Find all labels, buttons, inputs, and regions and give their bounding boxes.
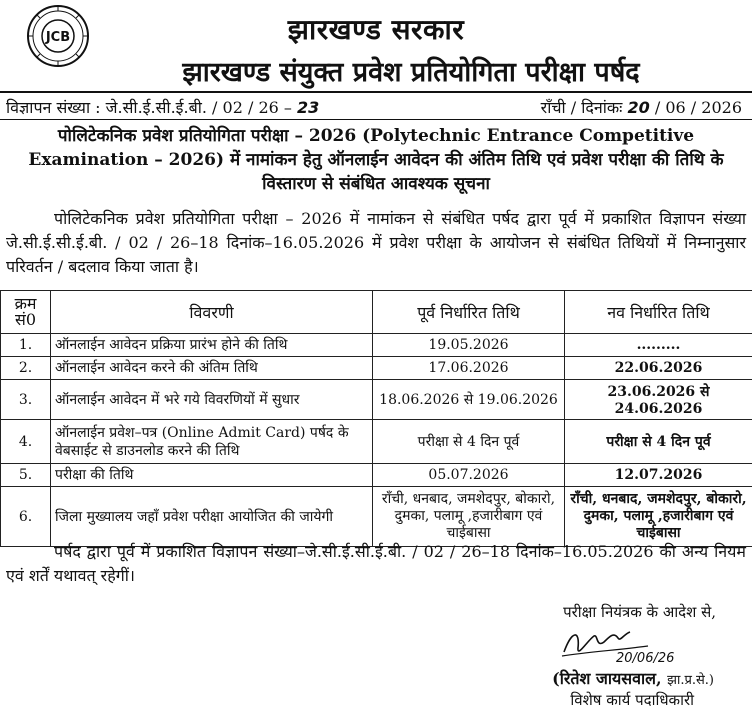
col-serial: क्रम सं0 xyxy=(1,291,51,334)
col-old-date: पूर्व निर्धारित तिथि xyxy=(373,291,565,334)
signature-icon xyxy=(558,622,698,666)
govt-title: झारखण्ड सरकार xyxy=(287,13,465,46)
svg-text:20/06/26: 20/06/26 xyxy=(616,651,675,666)
handwritten-advt-number: 23 xyxy=(296,98,320,117)
reference-divider xyxy=(0,119,752,120)
table-header-row xyxy=(1,291,752,334)
closing-paragraph: पर्षद द्वारा पूर्व में प्रकाशित विज्ञापन संख्या–जे.सी.ई.सी.ई.बी. / 02 / 26–18 दिनांक–16.05.2026 की अन्य नियम एवं शर्तें यथावत् रहेगीं। xyxy=(6,542,746,585)
handwritten-day: 20 xyxy=(627,98,650,117)
schedule-table xyxy=(0,290,752,547)
table-row: 5. परीक्षा की तिथि 05.07.2026 12.07.2026 xyxy=(1,464,752,487)
table-row: 1. ऑनलाईन आवेदन प्रक्रिया प्रारंभ होने की तिथि 19.05.2026 ......... xyxy=(1,334,752,357)
signatory-name: (रितेश जायसवाल, झा.प्र.से.) xyxy=(552,669,714,688)
issue-date: रॉंची / दिनांकः 20 / 06 / 2026 xyxy=(540,98,742,117)
signatory-designation: विशेष कार्य पदाधिकारी xyxy=(570,691,694,709)
table-row: 4. ऑनलाईन प्रवेश–पत्र (Online Admit Card) पर्षद के वेबसाईट से डाउनलोड करने की तिथि परीक्षा से 4 दिन पूर्व परीक्षा से 4 दिन पूर्व xyxy=(1,420,752,464)
advertisement-number: विज्ञापन संख्या : जे.सी.ई.सी.ई.बी. / 02 / 26 – 23 xyxy=(6,98,320,117)
intro-paragraph: पोलिटेकनिक प्रवेश प्रतियोगिता परीक्षा – 2026 में नामांकन से संबंधित पर्षद द्वारा पूर्व में प्रकाशित विज्ञापन संख्या जे.सी.ई.सी.ई.बी. / 02 / 26–18 दिनांक–16.05.2026 में प्रवेश परीक्षा के आयोजन से संबंधित तिथियों में निम्नानुसार परिवर्तन / बदलाव किया जाता है। xyxy=(6,209,746,276)
notice-subject: पोलिटेकनिक प्रवेश प्रतियोगिता परीक्षा – 2026 (Polytechnic Entrance Competitive Examination – 2026) में नामांकन हेतु ऑनलाईन आवेदन की अंतिम तिथि एवं प्रवेश परीक्षा की तिथि के विस्तारण से संबंधित आवश्यक सूचना xyxy=(28,126,724,194)
col-new-date: नव निर्धारित तिथि xyxy=(565,291,752,334)
table-row: 3. ऑनलाईन आवेदन में भरे गये विवरणियों में सुधार 18.06.2026 से 19.06.2026 23.06.2026 से 24.06.2026 xyxy=(1,380,752,420)
board-title: झारखण्ड संयुक्त प्रवेश प्रतियोगिता परीक्षा पर्षद xyxy=(182,57,640,88)
col-description: विवरणी xyxy=(51,291,373,334)
table-row: 2. ऑनलाईन आवेदन करने की अंतिम तिथि 17.06.2026 22.06.2026 xyxy=(1,357,752,380)
header-divider xyxy=(0,91,752,93)
table-row: 6. जिला मुख्यालय जहाँ प्रवेश परीक्षा आयोजित की जायेगी राँची, धनबाद, जमशेदपुर, बोकारो, दुमका, पलामू ,हजारीबाग एवं चाईबासा राँची, धनबाद, जमशेदपुर, बोकारो, दुमका, पलामू ,हजारीबाग एवं चाईबासा xyxy=(1,487,752,547)
order-line: परीक्षा नियंत्रक के आदेश से, xyxy=(563,603,716,621)
svg-text:JCB: JCB xyxy=(45,30,71,45)
